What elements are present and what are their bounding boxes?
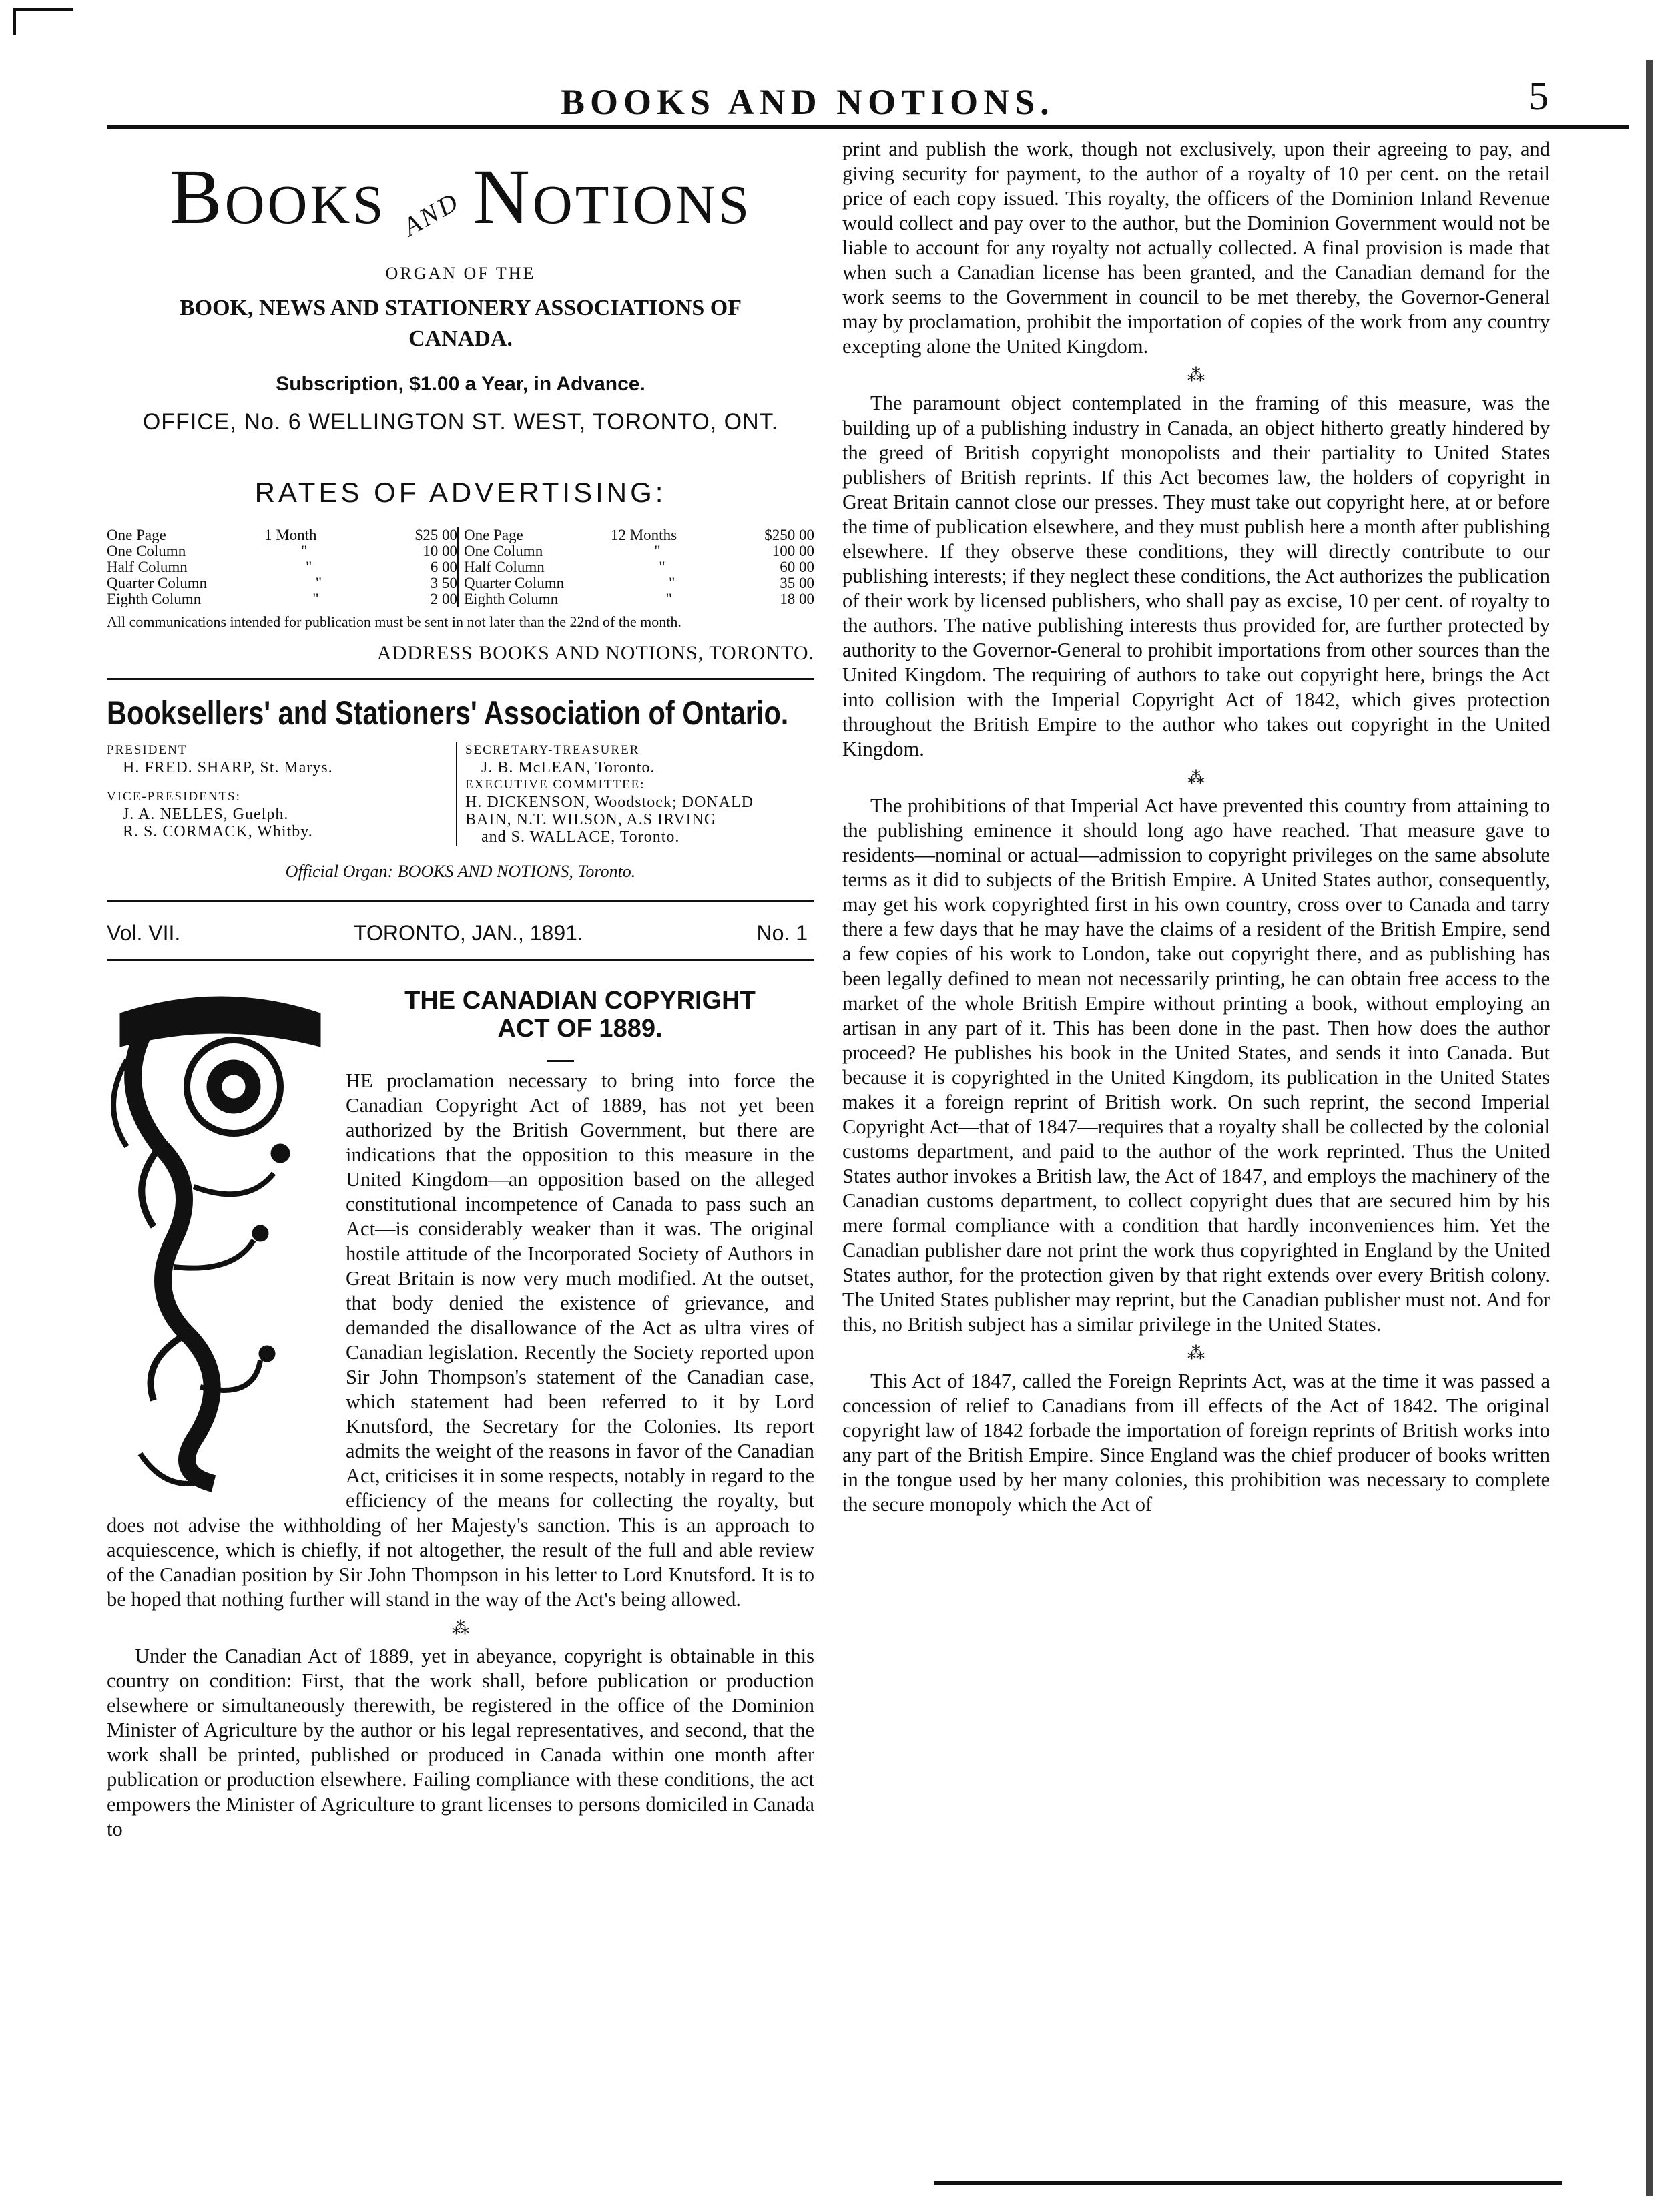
vp-name-2: R. S. CORMACK, Whitby. bbox=[123, 823, 313, 840]
officers-right bbox=[456, 742, 814, 846]
rate-term: " bbox=[659, 559, 665, 575]
issue-date: TORONTO, JAN., 1891. bbox=[353, 921, 583, 945]
rate-label: Quarter Column bbox=[107, 575, 208, 591]
rate-term: " bbox=[301, 543, 308, 559]
section-rule-2 bbox=[107, 900, 814, 902]
vp-label: VICE-PRESIDENTS: bbox=[107, 790, 241, 804]
asterism-2: ⁂ bbox=[1187, 366, 1205, 385]
rate-row bbox=[107, 591, 457, 607]
rate-term: " bbox=[665, 591, 672, 607]
rate-row bbox=[464, 575, 814, 591]
section-rule bbox=[107, 678, 814, 680]
asterism-3: ⁂ bbox=[1187, 768, 1205, 788]
rates-title: RATES OF ADVERTISING: bbox=[254, 477, 667, 508]
scan-corner-mark bbox=[13, 8, 73, 11]
rate-label: One Column bbox=[464, 543, 543, 559]
rate-term: 12 Months bbox=[610, 527, 677, 543]
rate-label: Half Column bbox=[107, 559, 188, 575]
article-left bbox=[107, 987, 814, 1842]
asterism-4: ⁂ bbox=[1187, 1344, 1205, 1363]
rate-term: " bbox=[315, 575, 322, 591]
rate-term: " bbox=[312, 591, 319, 607]
article-paragraph-1: HE proclamation necessary to bring into force the Canadian Copyright Act of 1889, has not yet been authorized by the British Government, but there are indications that the opposition to this measure in the United Kingdom—an opposition based on the alleged constitutional incompetence of Canada to pass such an Act—is considerably weaker than it was. The original hostile attitude of the Incorporated Society of Authors in Great Britain is now very much modified. At the outset, that body denied the existence of grievance, and demanded the disallowance of the Act as ultra vires of Canadian legislation. Recently the Society reported upon Sir John Thompson's statement of the Canadian case, which statement had been referred to it by Lord Knutsford, the Secretary for the Colonies. Its report admits the weight of the reasons in favor of the Canadian Act, criticises it in some respects, notably in regard to the efficiency of the means for collecting the royalty, but does not advise the withholding of her Majesty's sanction. This is an approach to acquiescence, which is chiefly, if not altogether, the result of the full and able review of the Canadian position by Sir John Thompson in his letter to Lord Knutsford. It is to be hoped that nothing further will stand in the way of the Act's being allowed. bbox=[107, 1069, 814, 1611]
executive-label: EXECUTIVE COMMITTEE: bbox=[465, 778, 645, 792]
rate-row bbox=[107, 575, 457, 591]
rate-label: One Page bbox=[107, 527, 166, 543]
rate-price: 3 50 bbox=[430, 575, 457, 591]
article-paragraph-2: Under the Canadian Act of 1889, yet in abeyance, copyright is obtainable in this country on condition: First, that the work shall, before publication or production elsewhere or simultaneously therewith, be registered in the office of the Dominion Minister of Agriculture by the author or his legal representatives, and second, that the work shall be printed, published or produced in Canada within one month after publication or production elsewhere. Failing compliance with these conditions, the act empowers the Minister of Agriculture to grant licenses to persons domiciled in Canada to bbox=[107, 1645, 814, 1840]
article-paragraph-6: This Act of 1847, called the Foreign Reprints Act, was at the time it was passed a concession of relief to Canadians from ill effects of the Act of 1842. The original copyright law of 1842 forbade the importation of foreign reprints of British works into any part of the British Empire. Since England was the chief producer of books written in the tongue used by her many colonies, this prohibition was necessary to complete the secure monopoly which the Act of bbox=[842, 1370, 1550, 1516]
rate-label: One Page bbox=[464, 527, 523, 543]
article-paragraph-5: The prohibitions of that Imperial Act have prevented this country from attaining to the publishing eminence it should long ago have reached. That measure gave to residents—nominal or actual—admission to copyright privileges on the same absolute terms as it did to subjects of the British Empire. A United States author, consequently, may get his work copyrighted first in his own country, cross over to Canada and tarry there a few days that he may have the claims of a resident of the British Empire, send a few copies of his work to London, take out copyright there, and as publishing has been legally defined to mean not necessarily printing, he can obtain free access to the market of the whole British Empire without printing a book, without employing an artisan in any part of it. This has been done in the past. Then how does the author proceed? He publishes his book in the United States, and sends it into Canada. But because it is copyrighted in the United Kingdom, its publication in the United States makes it a foreign reprint of British work. On such reprint, the second Imperial Copyright Act—that of 1847—requires that a royalty shall be collected by the colonial customs department, and paid to the author of the work reprinted. Thus the United States author invokes a British law, the Act of 1847, and employs the machinery of the Canadian customs department, to collect copyright dues that are secured him by his mere formal compliance with a condition that hardly inconveniences him. Yet the Canadian publisher dare not print the work thus copyrighted in England by the United States author, for the protection given by that right extends over every British colony. The United States publisher may reprint, but the Canadian publisher must not. And for this, no British subject has a similar privilege in the United States. bbox=[842, 794, 1550, 1336]
officers-block bbox=[107, 742, 814, 846]
asterism-1: ⁂ bbox=[452, 1619, 469, 1638]
rates-monthly bbox=[107, 527, 457, 607]
rate-row bbox=[464, 527, 814, 543]
rate-price: $250 00 bbox=[764, 527, 814, 543]
rates-yearly bbox=[457, 527, 814, 607]
communications-notice: All communications intended for publication must be sent in not later than the 22nd of the month. bbox=[107, 613, 681, 630]
rate-label: Quarter Column bbox=[464, 575, 565, 591]
office-line: OFFICE, No. 6 WELLINGTON ST. WEST, TORONTO, ONT. bbox=[142, 409, 779, 435]
rate-price: $25 00 bbox=[415, 527, 457, 543]
rate-label: Eighth Column bbox=[464, 591, 559, 607]
rate-term: " bbox=[654, 543, 661, 559]
ornamental-drop-cap-t bbox=[100, 987, 340, 1494]
organ-of-line: ORGAN OF THE bbox=[385, 264, 536, 283]
rate-row bbox=[107, 543, 457, 559]
rate-row bbox=[107, 559, 457, 575]
article-paragraph-4: The paramount object contemplated in the framing of this measure, was the building up of a publishing industry in Canada, an object hitherto greatly hindered by the greed of British copyright monopolists and their partiality to United States publishers of British reprints. If this Act becomes law, the holders of copyright in Great Britain cannot close our presses. They must take out copyright here, at or before the time of publication elsewhere, and they must publish here a month after publishing elsewhere. If they observe these conditions, they will directly contribute to our publishing interests; if they neglect these conditions, the Act authorizes the publication of their work by licensed publishers, who shall pay as excise, 10 per cent. of royalty to the authors. The native publishing interests thus provided for, are further protected by authority to the Governor-General to prohibit importations from other sources than the United Kingdom. The requiring of authors to take out copyright here, brings the Act into collision with the Imperial Copyright Act of 1842, which gives protection throughout the British Empire to the author who takes out copyright in the United Kingdom. bbox=[842, 392, 1550, 760]
rate-row bbox=[107, 527, 457, 543]
scan-edge-bar bbox=[1646, 60, 1653, 2196]
page-number: 5 bbox=[1529, 74, 1549, 118]
president-label: PRESIDENT bbox=[107, 743, 188, 757]
rate-row bbox=[464, 591, 814, 607]
subscription-line: Subscription, $1.00 a Year, in Advance. bbox=[276, 373, 645, 395]
executive-line-1: H. DICKENSON, Woodstock; DONALD bbox=[465, 794, 754, 811]
masthead-title-and: and bbox=[393, 178, 467, 244]
secretary-name: J. B. McLEAN, Toronto. bbox=[481, 759, 655, 776]
rate-price: 2 00 bbox=[430, 591, 457, 607]
executive-line-3: and S. WALLACE, Toronto. bbox=[481, 828, 680, 846]
masthead-title-left: Books bbox=[169, 153, 386, 240]
vp-name-1: J. A. NELLES, Guelph. bbox=[123, 806, 289, 823]
section-rule-3 bbox=[107, 959, 814, 961]
rate-row bbox=[464, 543, 814, 559]
rate-price: 35 00 bbox=[780, 575, 814, 591]
rate-price: 18 00 bbox=[780, 591, 814, 607]
rate-price: 10 00 bbox=[423, 543, 457, 559]
address-line: ADDRESS BOOKS AND NOTIONS, TORONTO. bbox=[376, 642, 814, 664]
masthead-title-right: Notions bbox=[473, 153, 752, 240]
president-name: H. FRED. SHARP, St. Marys. bbox=[123, 759, 333, 776]
rate-price: 60 00 bbox=[780, 559, 814, 575]
rate-label: One Column bbox=[107, 543, 186, 559]
rates-table bbox=[107, 527, 814, 607]
rate-label: Half Column bbox=[464, 559, 545, 575]
masthead-title bbox=[107, 154, 814, 254]
rate-term: " bbox=[306, 559, 312, 575]
article-paragraph-3: print and publish the work, though not exclusively, upon their agreeing to pay, and giving security for payment, to the author of a royalty of 10 per cent. on the retail price of each copy issued. This royalty, the officers of the Dominion Inland Revenue would collect and pay over to the author, but the Dominion Government would not be liable to account for any royalty not actually collected. A final provision is made that when such a Canadian license has been granted, and the Canadian demand for the work seems to the Government in council to be met thereby, the Governor-General may by proclamation, prohibit the importation of copies of the work from any country excepting alone the United Kingdom. bbox=[842, 137, 1550, 358]
right-column bbox=[842, 137, 1550, 1517]
secretary-label: SECRETARY-TREASURER bbox=[465, 743, 640, 757]
officers-left bbox=[107, 742, 456, 846]
association-line: BOOK, NEWS AND STATIONERY ASSOCIATIONS OF CANADA. bbox=[179, 296, 742, 351]
executive-line-2: BAIN, N.T. WILSON, A.S IRVING bbox=[465, 811, 717, 828]
official-organ-line: Official Organ: BOOKS AND NOTIONS, Toronto. bbox=[285, 862, 636, 881]
rate-price: 6 00 bbox=[430, 559, 457, 575]
header-rule bbox=[107, 125, 1629, 129]
rate-price: 100 00 bbox=[772, 543, 814, 559]
article-title-line-2: ACT OF 1889. bbox=[497, 1015, 663, 1043]
rate-term: 1 Month bbox=[264, 527, 317, 543]
issue-number: No. 1 bbox=[756, 921, 808, 945]
rate-row bbox=[464, 559, 814, 575]
association-title: Booksellers' and Stationers' Association of Ontario. bbox=[107, 694, 789, 732]
issue-line bbox=[107, 921, 814, 946]
volume: Vol. VII. bbox=[107, 921, 181, 945]
running-title: BOOKS AND NOTIONS. bbox=[561, 82, 1055, 122]
scan-corner-mark-vertical bbox=[13, 8, 16, 35]
title-dash bbox=[547, 1060, 574, 1062]
rate-label: Eighth Column bbox=[107, 591, 202, 607]
article-title-line-1: THE CANADIAN COPYRIGHT bbox=[404, 987, 756, 1015]
bottom-rule bbox=[934, 2181, 1562, 2185]
rate-term: " bbox=[668, 575, 675, 591]
left-column bbox=[107, 140, 814, 1842]
